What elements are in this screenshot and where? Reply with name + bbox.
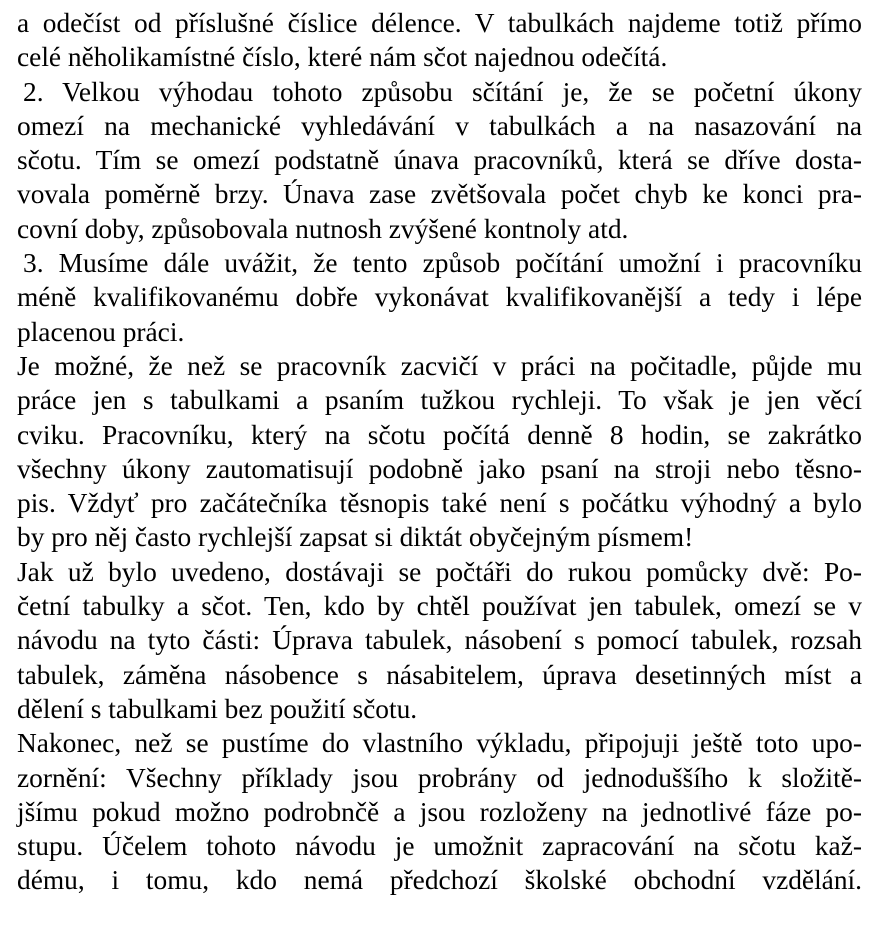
text-line: 3. Musíme dále uvážit, že tento způsob počítání umožní i pracovníku <box>23 248 862 279</box>
text-line: tabulek, záměna násobence s násabitelem, úprava desetinných míst a <box>17 659 862 690</box>
text-line: celé něholikamístné číslo, které nám sčot najednou odečítá. <box>17 42 668 73</box>
text-line: omezí na mechanické vyhledávání v tabulkách a na nasazování na <box>17 110 862 141</box>
text-line: návodu na tyto části: Úprava tabulek, násobení s pomocí tabulek, rozsah <box>17 625 862 656</box>
text-line: covní doby, způsobovala nutnosh zvýšené kontnoly atd. <box>17 213 629 244</box>
text-line: jšímu pokud možno podrobnčě a jsou rozloženy na jednotlivé fáze po- <box>17 796 862 827</box>
text-line: Jak už bylo uvedeno, dostávaji se počtáři do rukou pomůcky dvě: Po- <box>17 556 862 587</box>
text-line: cviku. Pracovníku, který na sčotu počítá denně 8 hodin, se zakrátko <box>17 419 862 450</box>
text-line: stupu. Účelem tohoto návodu je umožnit zapracování na sčotu kaž- <box>17 831 862 862</box>
text-line: Nakonec, než se pustíme do vlastního výkladu, připojuji ještě toto upo- <box>17 728 862 759</box>
text-line: vovala poměrně brzy. Únava zase zvětšovala počet chyb ke konci pra- <box>17 179 862 210</box>
text-line: by pro něj často rychlejší zapsat si diktát obyčejným písmem! <box>17 522 694 553</box>
text-line: dělení s tabulkami bez použití sčotu. <box>17 693 418 724</box>
text-line: a odečíst od příslušné číslice délence. V tabulkách najdeme totiž přímo <box>17 8 862 38</box>
text-line: pis. Vždyť pro začátečníka těsnopis také není s počátku výhodný a bylo <box>17 488 862 519</box>
document-body <box>17 6 862 898</box>
text-line: všechny úkony zautomatisují podobně jako psaní na stroji nebo těsno- <box>17 453 862 484</box>
text-line: Je možné, že než se pracovník zacvičí v práci na počitadle, půjde mu <box>17 350 862 381</box>
text-line: dému, i tomu, kdo nemá předchozí školské obchodní vzdělání. <box>17 865 862 896</box>
text-line: četní tabulky a sčot. Ten, kdo by chtěl používat jen tabulek, omezí se v <box>17 591 862 622</box>
text-line: sčotu. Tím se omezí podstatně únava pracovníků, která se dříve dosta- <box>17 145 862 176</box>
text-line: zornění: Všechny příklady jsou probrány od jednoduššího k složitě- <box>17 762 862 793</box>
text-line: méně kvalifikovanému dobře vykonávat kvalifikovanější a tedy i lépe <box>17 282 862 313</box>
text-line: 2. Velkou výhodau tohoto způsobu sčítání je, že se početní úkony <box>23 76 862 107</box>
text-line: placenou práci. <box>17 316 185 347</box>
text-line: práce jen s tabulkami a psaním tužkou rychleji. To však je jen věcí <box>17 385 862 416</box>
